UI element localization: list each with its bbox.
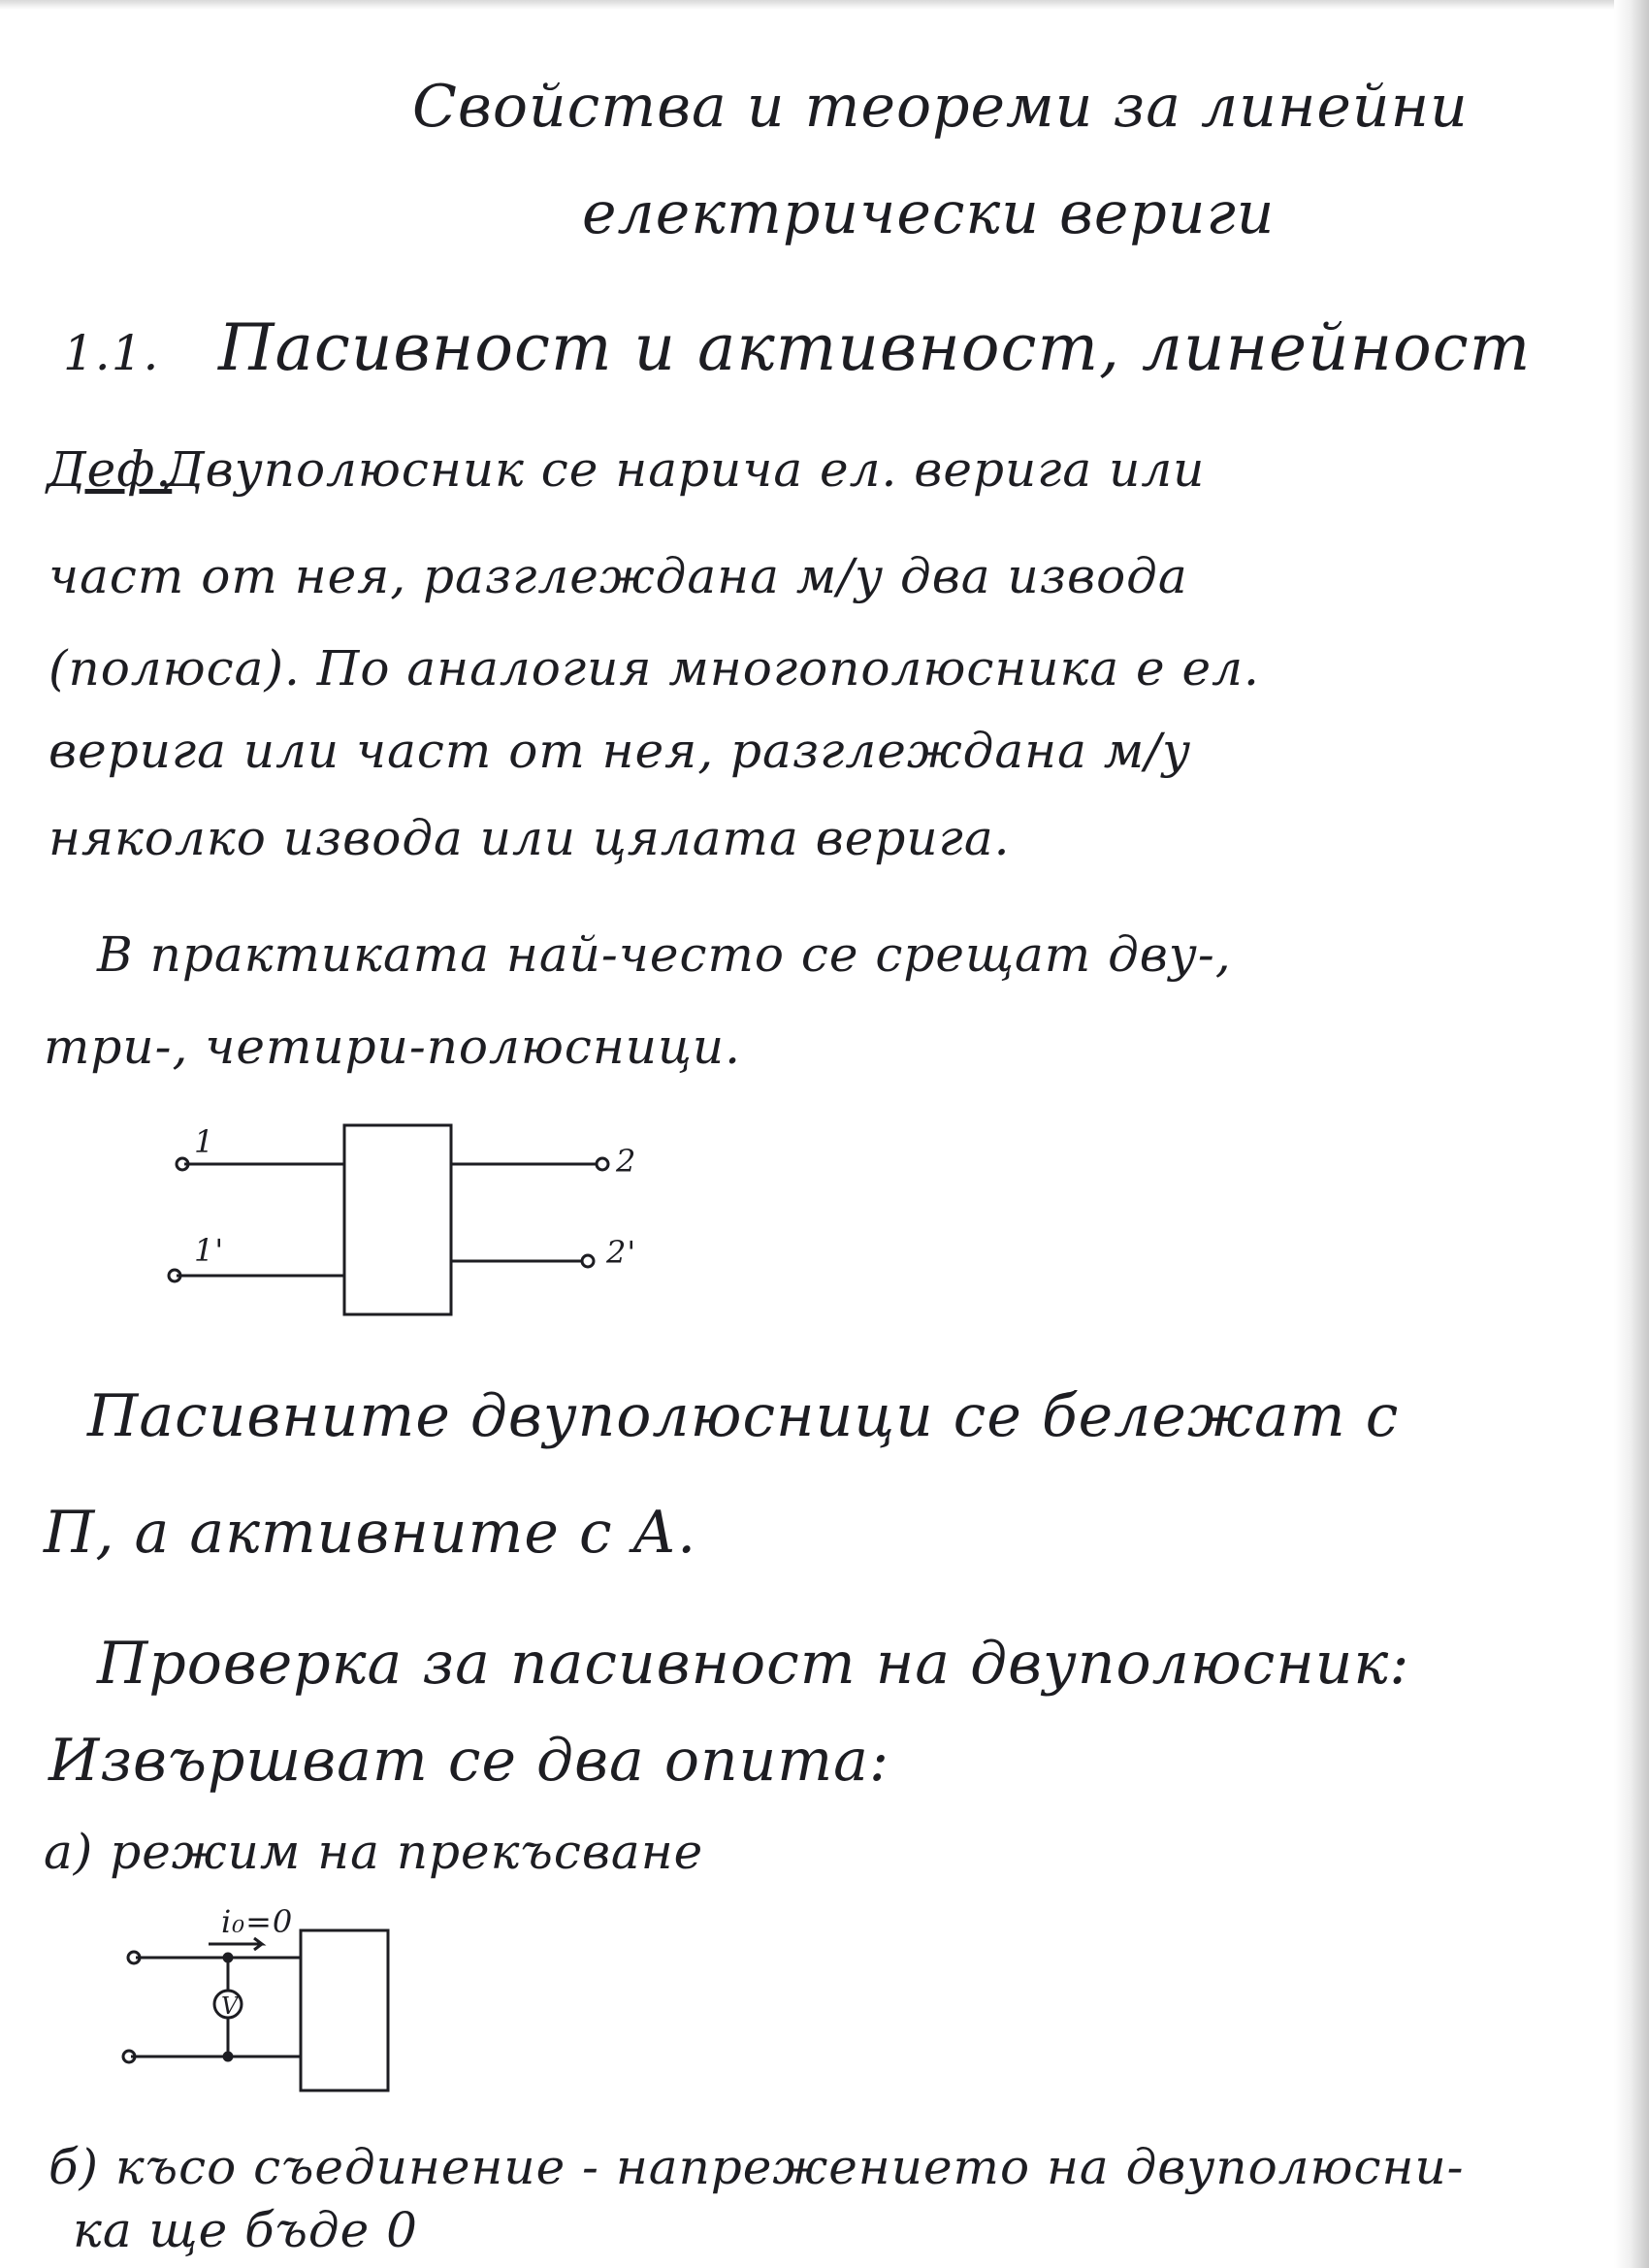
definition-line-2: част от нея, разглеждана м/у два извода	[48, 548, 1188, 604]
terminal-2-label: 2	[616, 1143, 637, 1180]
definition-line-5: няколко извода или цялата верига.	[48, 810, 1011, 866]
title-line-2: електрически вериги	[582, 179, 1276, 247]
short-circuit-line-1: б) късо съединение - напрежението на двуполюсни-	[48, 2139, 1465, 2195]
scan-edge-right	[1614, 0, 1649, 2268]
terminal-1-label: 1	[194, 1123, 215, 1160]
fourpole-diagram	[155, 1106, 698, 1319]
definition-line-3: (полюса). По аналогия многополюсника е ел.	[48, 640, 1260, 697]
check-line-2: Извършват се два опита:	[48, 1727, 890, 1795]
short-circuit-line-2: ка ще бъде 0	[73, 2202, 418, 2258]
voltmeter-label: V	[221, 1993, 240, 2020]
practice-line-2: три-, четири-полюсници.	[44, 1019, 741, 1075]
fourpole-box	[344, 1125, 451, 1314]
junction-top	[224, 1954, 232, 1961]
open-circuit-box	[301, 1930, 388, 2090]
definition-line-4: верига или част от нея, разглеждана м/у	[48, 723, 1192, 779]
terminal-2p-label: 2'	[606, 1234, 637, 1271]
terminal-2-node	[597, 1158, 608, 1170]
section-heading: Пасивност и активност, линейност	[218, 310, 1532, 385]
open-circuit-diagram	[116, 1921, 427, 2095]
terminal-2p-node	[582, 1255, 594, 1267]
junction-bottom	[224, 2053, 232, 2060]
definition-marker: Деф.	[47, 441, 173, 498]
check-line-1: Проверка за пасивност на двуполюсник:	[97, 1630, 1410, 1698]
notation-line-2: П, а активните с А.	[44, 1499, 697, 1567]
terminal-1p-label: 1'	[194, 1232, 225, 1269]
section-number: 1.1.	[63, 325, 160, 381]
title-line-1: Свойства и теореми за линейни	[412, 73, 1469, 141]
practice-line-1: В практиката най-често се срещат дву-,	[97, 926, 1232, 983]
current-label: i₀=0	[221, 1903, 294, 1940]
definition-line-1: Двуполюсник се нарича ел. верига или	[165, 441, 1206, 498]
check-line-3: а) режим на прекъсване	[44, 1824, 704, 1880]
notation-line-1: Пасивните двуполюсници се бележат с	[87, 1382, 1400, 1450]
scan-edge-top	[0, 0, 1649, 10]
